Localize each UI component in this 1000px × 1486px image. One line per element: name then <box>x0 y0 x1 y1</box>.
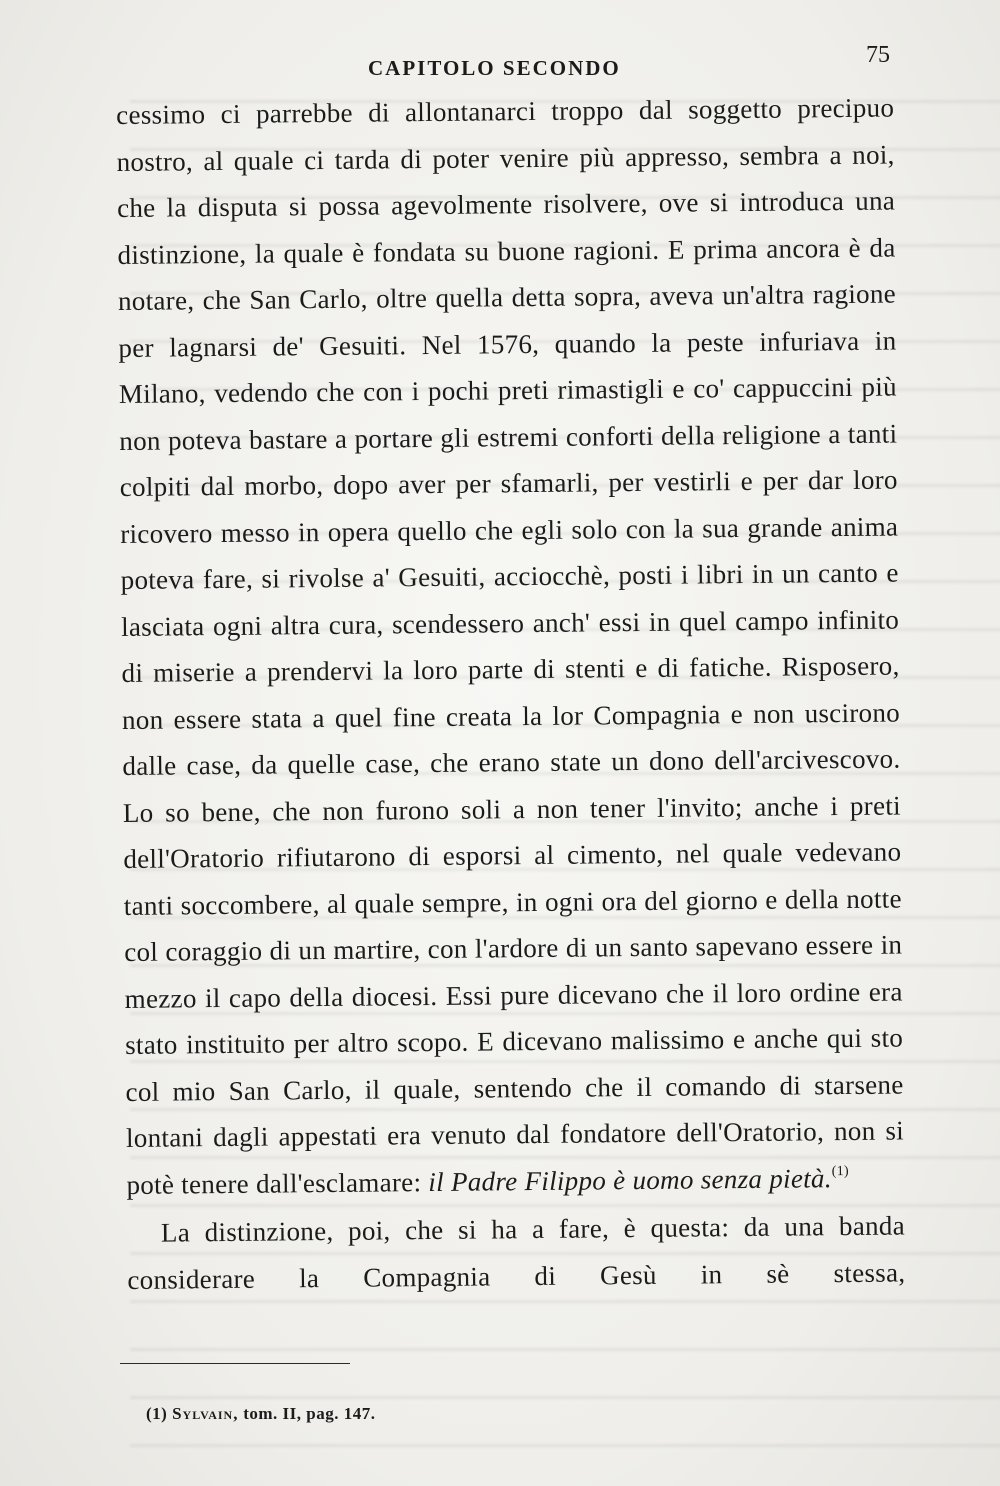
footnote-marker: (1) <box>146 1404 168 1423</box>
footnote <box>146 1404 376 1424</box>
footnote-rule <box>120 1363 350 1364</box>
italic-quotation: il Padre Filippo è uomo senza pietà. <box>428 1162 832 1197</box>
footnote-reference: (1) <box>831 1163 850 1179</box>
footnote-reference-text: tom. II, pag. 147. <box>243 1404 376 1423</box>
footnote-author: Sylvain, <box>172 1404 239 1423</box>
page-number: 75 <box>866 42 890 68</box>
paragraph-1 <box>116 85 905 1208</box>
paragraph-2: La distinzione, poi, che si ha a fare, è questa: da una banda considerare la Compagnia di Gesù in sè stessa, <box>127 1210 906 1295</box>
body-text <box>116 85 906 1303</box>
paragraph-1-text: cessimo ci parrebbe di allontanarci troppo dal soggetto precipuo nostro, al quale ci tarda di poter venire più appresso, sembra a noi, che la disputa si possa agevolmente risolvere, ove si introduca una distinzione, la quale è fondata su buone ragioni. E prima ancora è da notare, che San Carlo, oltre quella detta sopra, aveva un'altra ragione per lagnarsi de' Gesuiti. Nel 1576, quando la peste infuriava in Milano, vedendo che con i pochi preti rimastigli e co' cappuccini più non poteva bastare a portare gli estremi conforti della religione a tanti colpiti dal morbo, dopo aver per sfamarli, per vestirli e per dar loro ricovero messo in opera quello che egli solo con la sua grande anima poteva fare, si rivolse a' Gesuiti, acciocchè, posti i libri in un canto e lasciata ogni altra cura, scendessero anch' essi in quel campo infinito di miserie a prendervi la loro parte di stenti e di fatiche. Risposero, non essere stata a quel fine creata la lor Compagnia e non uscirono dalle case, da quelle case, che erano state un dono dell'arcivescovo. Lo so bene, che non furono soli a non tener l'invito; anche i preti dell'Oratorio rifiutarono di esporsi al cimento, nel quale vedevano tanti soccombere, al quale sempre, in ogni ora del giorno e della notte col coraggio di un martire, con l'ardore di un santo sapevano essere in mezzo il capo della diocesi. Essi pure dicevano che il loro ordine era stato instituito per altro scopo. E dicevano malissimo e anche qui sto col mio San Carlo, il quale, sentendo che il comando di starsene lontani dagli appestati era venuto dal fondatore dell'Oratorio, non si potè tenere dall'esclamare: <box>116 92 905 1200</box>
running-head: CAPITOLO SECONDO <box>368 56 621 80</box>
page-header <box>120 40 890 80</box>
